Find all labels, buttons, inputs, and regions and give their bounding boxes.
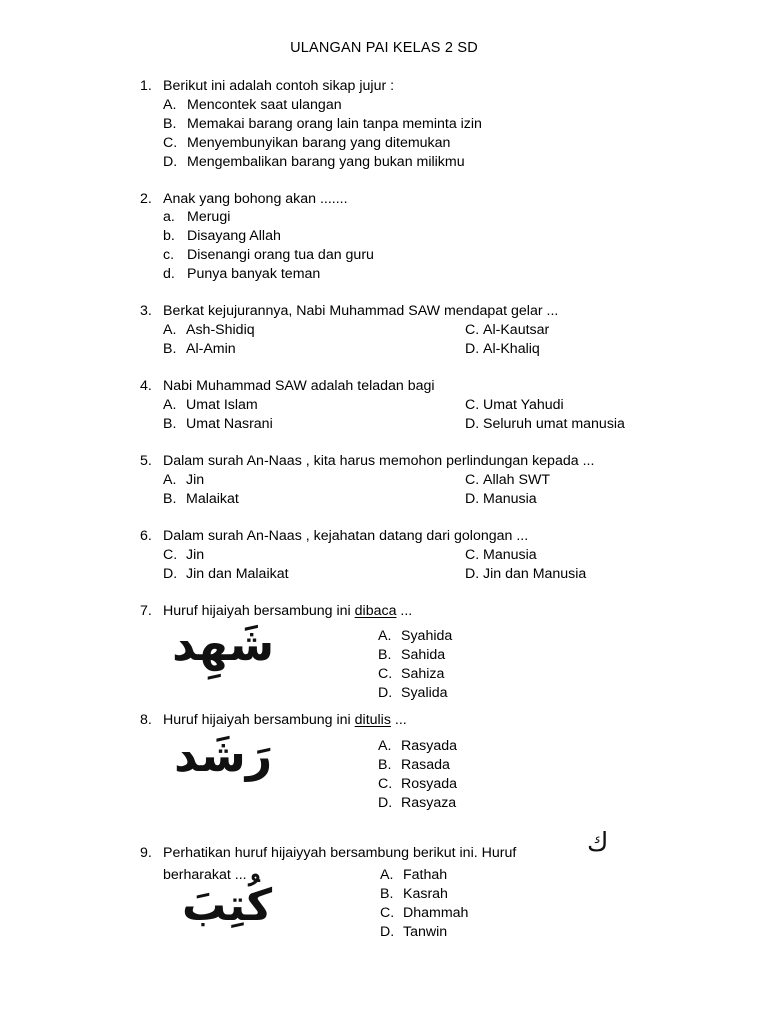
option-text: Ash-Shidiq (186, 322, 255, 338)
underlined-word: dibaca (354, 603, 397, 619)
option-text: Seluruh umat manusia (483, 416, 625, 432)
question-text: Dalam surah An-Naas , kita harus memohon perlindungan kepada ... (163, 453, 595, 469)
option-text: Mencontek saat ulangan (187, 97, 342, 113)
option-text: Rasyada (401, 738, 457, 754)
option-text: Manusia (483, 491, 537, 507)
option-text: Memakai barang orang lain tanpa meminta izin (187, 116, 482, 132)
option-letter: C. (465, 472, 480, 488)
question-number: 8. (140, 712, 152, 728)
option-text: Al-Khaliq (483, 341, 540, 357)
option-text: Allah SWT (483, 472, 551, 488)
question-text-pre: Huruf hijaiyah bersambung ini (163, 712, 351, 728)
option-letter: B. (163, 341, 177, 357)
question-text-post: ... (400, 603, 413, 619)
question-text: Nabi Muhammad SAW adalah teladan bagi (163, 378, 435, 394)
option-letter: B. (163, 491, 177, 507)
option-letter: A. (163, 322, 177, 338)
option-letter: D. (465, 341, 480, 357)
option-letter: D. (378, 795, 393, 811)
option-letter: C. (465, 547, 480, 563)
underlined-word: ditulis (354, 712, 391, 728)
question-text: Anak yang bohong akan ....... (163, 191, 348, 207)
arabic-word-image: رَشَد (174, 728, 273, 782)
option-letter: A. (163, 97, 177, 113)
option-letter: B. (378, 757, 392, 773)
option-text: Merugi (187, 209, 231, 225)
question-text (163, 711, 407, 729)
option-text: Malaikat (186, 491, 239, 507)
question-text-continued: berharakat ... (163, 867, 247, 883)
option-text: Tanwin (403, 924, 448, 940)
question-number: 4. (140, 378, 152, 394)
option-text: Dhammah (403, 905, 469, 921)
arabic-word-image: كُتِبَ (182, 880, 273, 931)
option-letter: C. (163, 547, 178, 563)
option-text: Menyembunyikan barang yang ditemukan (187, 135, 451, 151)
option-text: Kasrah (403, 886, 448, 902)
option-text: Disenangi orang tua dan guru (187, 247, 374, 263)
option-letter: a. (163, 209, 175, 225)
question-number: 6. (140, 528, 152, 544)
option-letter: B. (380, 886, 394, 902)
option-text: Al-Kautsar (483, 322, 550, 338)
option-letter: D. (465, 566, 480, 582)
option-letter: D. (380, 924, 395, 940)
option-letter: d. (163, 266, 175, 282)
option-letter: D. (465, 491, 480, 507)
option-letter: A. (380, 867, 394, 883)
option-letter: C. (465, 397, 480, 413)
option-letter: A. (378, 628, 392, 644)
question-text-post: ... (394, 712, 407, 728)
option-letter: A. (163, 472, 177, 488)
option-letter: C. (163, 135, 178, 151)
option-text: Jin (186, 472, 205, 488)
option-letter: B. (163, 116, 177, 132)
option-letter: C. (378, 776, 393, 792)
question-text: Perhatikan huruf hijaiyyah bersambung berikut ini. Huruf (163, 845, 517, 861)
option-text: Umat Nasrani (186, 416, 273, 432)
option-letter: C. (465, 322, 480, 338)
option-text: Jin dan Malaikat (186, 566, 289, 582)
question-number: 3. (140, 303, 152, 319)
option-letter: c. (163, 247, 175, 263)
question-number: 5. (140, 453, 152, 469)
option-letter: B. (163, 416, 177, 432)
option-letter: D. (378, 685, 393, 701)
option-text: Syalida (401, 685, 448, 701)
option-text: Sahiza (401, 666, 445, 682)
question-text: Berkat kejujurannya, Nabi Muhammad SAW mendapat gelar ... (163, 303, 559, 319)
question-number: 7. (140, 603, 152, 619)
option-text: Umat Yahudi (483, 397, 564, 413)
option-letter: B. (378, 647, 392, 663)
question-text: Berikut ini adalah contoh sikap jujur : (163, 78, 395, 94)
option-text: Rasyaza (401, 795, 457, 811)
question-number: 9. (140, 845, 152, 861)
question-text: Dalam surah An-Naas , kejahatan datang dari golongan ... (163, 528, 529, 544)
option-text: Punya banyak teman (187, 266, 321, 282)
option-text: Jin dan Manusia (483, 566, 587, 582)
option-text: Fathah (403, 867, 448, 883)
option-text: Manusia (483, 547, 537, 563)
option-letter: A. (163, 397, 177, 413)
option-text: Disayang Allah (187, 228, 281, 244)
option-letter: C. (380, 905, 395, 921)
option-text: Syahida (401, 628, 453, 644)
option-text: Jin (186, 547, 205, 563)
option-letter: A. (378, 738, 392, 754)
option-text: Rosyada (401, 776, 457, 792)
option-letter: D. (163, 154, 178, 170)
question-number: 2. (140, 191, 152, 207)
option-letter: C. (378, 666, 393, 682)
huruf-glyph: ك (587, 828, 609, 858)
option-letter: D. (465, 416, 480, 432)
option-letter: b. (163, 228, 175, 244)
page-title: ULANGAN PAI KELAS 2 SD (290, 40, 478, 56)
option-text: Umat Islam (186, 397, 258, 413)
option-text: Rasada (401, 757, 450, 773)
question-text-pre: Huruf hijaiyah bersambung ini (163, 603, 351, 619)
option-text: Al-Amin (186, 341, 236, 357)
option-letter: D. (163, 566, 178, 582)
question-number: 1. (140, 78, 152, 94)
arabic-word-image: شَهِد (172, 617, 275, 671)
option-text: Mengembalikan barang yang bukan milikmu (187, 154, 465, 170)
option-text: Sahida (401, 647, 446, 663)
